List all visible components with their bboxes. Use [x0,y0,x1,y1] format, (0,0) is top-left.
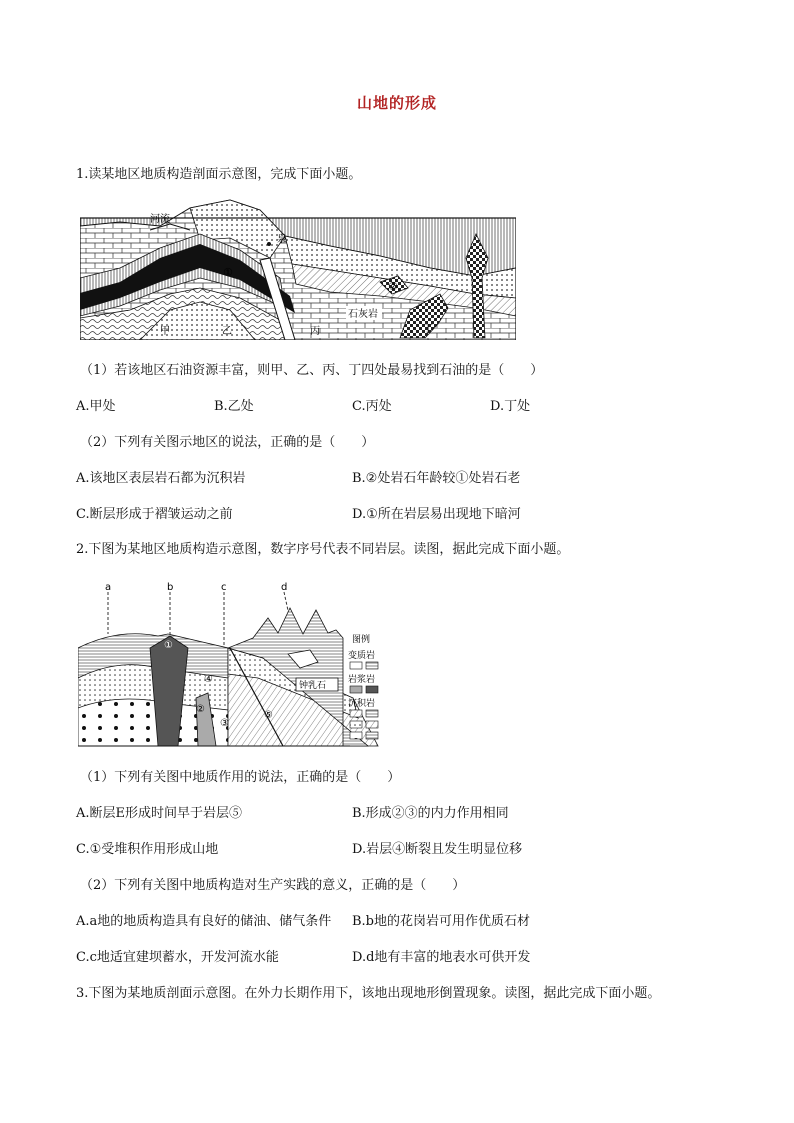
question-2-stem: 2.下图为某地区地质构造示意图，数字序号代表不同岩层。读图，据此完成下面小题。 [76,542,570,557]
label-two: ② [388,280,398,293]
q2-1-option-a[interactable]: A.断层E形成时间早于岩层⑤ [76,806,243,821]
question-2-1: （1）下列有关图中地质作用的说法，正确的是（ ） [80,770,401,785]
label-n2: ② [196,704,205,715]
label-c: c [221,582,227,593]
label-stalactite: 钟乳石 [299,681,327,691]
legend-igneous: 岩浆岩 [348,675,376,685]
label-n1: ① [164,640,173,651]
q2-2-option-a[interactable]: A.a地的地质构造具有良好的储油、储气条件 [76,914,332,929]
q1-1-option-d[interactable]: D.丁处 [490,399,531,414]
question-1-1: （1）若该地区石油资源丰富，则甲、乙、丙、丁四处最易找到石油的是（ ） [80,363,544,378]
q1-1-option-a[interactable]: A.甲处 [76,399,116,414]
label-spring: 泉 [277,234,287,245]
label-n4: ④ [204,674,213,685]
label-d: d [281,582,288,593]
q2-1-option-c[interactable]: C.①受堆积作用形成山地 [76,842,219,857]
label-one: ① [223,266,233,279]
q2-2-option-d[interactable]: D.d地有丰富的地表水可供开发 [352,950,531,965]
label-ding: 丁 [423,324,433,335]
label-yi: 乙 [222,326,232,337]
q1-1-option-c[interactable]: C.丙处 [352,399,392,414]
label-n5: ⑤ [264,710,273,721]
label-river: 河流 [150,214,170,225]
label-bing: 丙 [310,326,320,337]
legend-sedimentary: 沉积岩 [348,699,376,709]
page-title: 山地的形成 [356,94,437,112]
figure-1-geologic-section [80,198,516,340]
legend-metamorphic: 变质岩 [348,651,376,661]
figure-2-geologic-structure [78,578,388,748]
q2-1-option-d[interactable]: D.岩层④断裂且发生明显位移 [352,842,523,857]
q1-2-option-c[interactable]: C.断层形成于褶皱运动之前 [76,507,233,522]
question-1-stem: 1.读某地区地质构造剖面示意图，完成下面小题。 [76,167,362,182]
q2-2-option-c[interactable]: C.c地适宜建坝蓄水，开发河流水能 [76,950,279,965]
question-1-2: （2）下列有关图示地区的说法，正确的是（ ） [80,435,375,450]
label-a: a [105,582,112,593]
q2-2-option-b[interactable]: B.b地的花岗岩可用作优质石材 [352,914,531,929]
label-jia: 甲 [160,326,170,337]
label-b: b [167,582,174,593]
question-3-stem: 3.下图为某地质剖面示意图。在外力长期作用下，该地出现地形倒置现象。读图，据此完成下面小题。 [76,986,661,1001]
q2-1-option-b[interactable]: B.形成②③的内力作用相同 [352,806,509,821]
q1-2-option-a[interactable]: A.该地区表层岩石都为沉积岩 [76,471,246,486]
legend-title: 图例 [352,635,371,645]
q1-2-option-b[interactable]: B.②处岩石年龄较①处岩石老 [352,471,521,486]
q1-1-option-b[interactable]: B.乙处 [214,399,254,414]
q1-2-option-d[interactable]: D.①所在岩层易出现地下暗河 [352,507,521,522]
label-n3: ③ [220,718,229,729]
question-2-2: （2）下列有关图中地质构造对生产实践的意义，正确的是（ ） [80,878,466,893]
label-limestone: 石灰岩 [348,309,378,320]
